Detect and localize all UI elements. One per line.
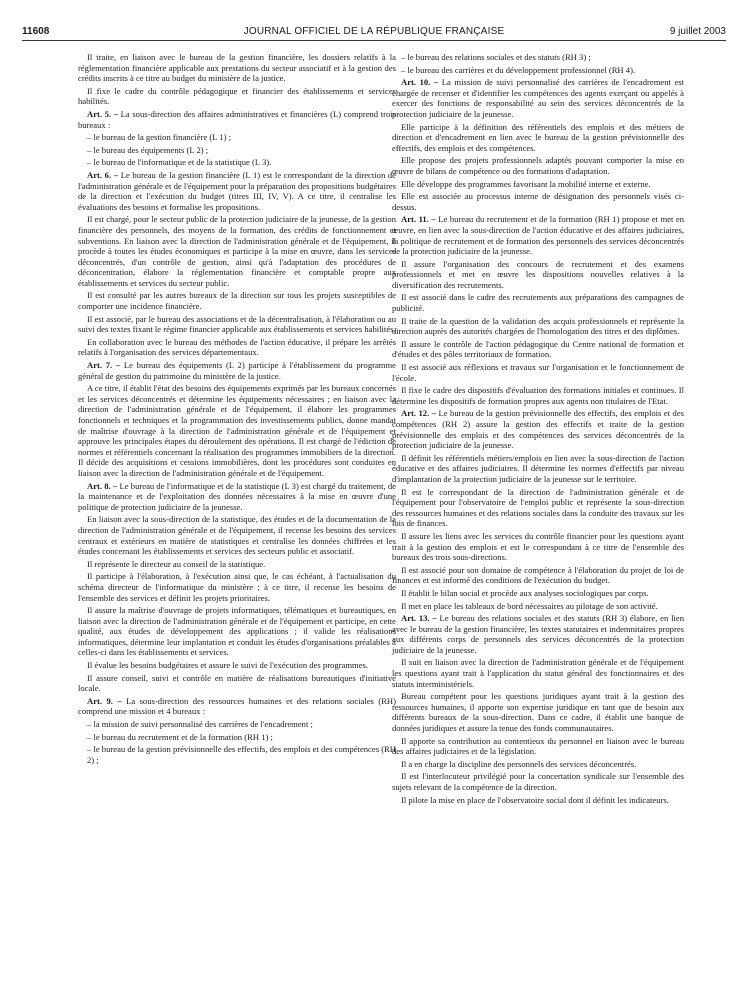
journal-title: JOURNAL OFFICIEL DE LA RÉPUBLIQUE FRANÇAISE — [243, 26, 505, 37]
body-paragraph: Il traite, en liaison avec le bureau de la gestion financière, les dossiers relatifs à la réglementation financière applicable aux prestations du secteur associatif et à la gestion des crédits inscrits à ce titre au budget du ministère de la justice. — [78, 52, 396, 84]
body-paragraph: Il assure l'organisation des concours de recrutement et des examens professionnels et met en œuvre les dispositions nouvelles relatives à la diversification des recrutements. — [392, 258, 684, 290]
body-paragraph: Elle développe des programmes favorisant la mobilité interne et externe. — [401, 178, 651, 189]
article-paragraph — [78, 696, 396, 717]
body-paragraph: Il assure les liens avec les services du contrôle financier pour les questions ayant trait à la gestion des emplois et est le correspondant à ce titre de l'ensemble des bureaux des trois sous-directions. — [392, 530, 684, 563]
article-paragraph — [78, 109, 396, 130]
body-paragraph: Il pilote la mise en place de l'observatoire social dont il définit les indicateurs. — [401, 794, 669, 805]
list-item: – le bureau des équipements (L 2) ; — [87, 144, 209, 155]
body-paragraph: Il assure conseil, suivi et contrôle en matière de réalisations bureautiques d'initiative locale. — [78, 672, 396, 694]
list-item: – le bureau de la gestion prévisionnelle des effectifs, des emplois et des compétences (RH 2) ; — [87, 744, 396, 765]
body-paragraph: Il définit les référentiels métiers/emplois en lien avec la sous-direction de l'action éducative et des affaires judiciaires. Il détermine les normes d'effectifs par niveau d'implantation de la protection judiciaire de la jeunesse sur le territoire. — [392, 452, 684, 484]
article-paragraph — [392, 214, 684, 256]
article-label: Art. 13. – — [401, 613, 437, 624]
body-paragraph: Il est associé pour son domaine de compétence à l'élaboration du projet de loi de finances et est informé des conditions de l'exécution du budget. — [392, 564, 684, 586]
article-label: Art. 12. – — [401, 408, 437, 419]
body-paragraph: Bureau compétent pour les questions juridiques ayant trait à la gestion des ressources humaines, il apporte son expertise juridique en tant que de besoin aux différents bureaux de la sous-direction. Dans ce cadre, il établit une banque de données juridiques et assure la tenue des fonds communautaires. — [392, 691, 684, 734]
body-paragraph: Il assure le contrôle de l'action pédagogique du Centre national de formation et d'études et des pôles territoriaux de formation. — [392, 338, 684, 360]
article-label: Art. 8. – — [87, 480, 118, 491]
article-text: La sous-direction des affaires administratives et financières (L) comprend trois bureaux : — [78, 108, 397, 130]
article-paragraph — [392, 613, 684, 655]
body-paragraph: Il représente le directeur au conseil de la statistique. — [87, 558, 266, 569]
list-item: – le bureau de l'informatique et de la statistique (L 3). — [87, 157, 272, 168]
body-paragraph: Il est chargé, pour le secteur public de la protection judiciaire de la jeunesse, de la gestion financière des personnels, des moyens de la formation, des crédits de fonctionnement et subventions. En liaison avec la direction de l'administration générale et de l'équipement, il procède à toutes les études économiques et participe à la mise en œuvre, dans les services déconcentrés, d'un contrôle de gestion, ainsi qu'à l'adaptation des procédures de déconcentration, élabore la réglementation financière et comptable propre aux établissements et services du secteur public. — [78, 214, 396, 288]
body-paragraph: Il met en place les tableaux de bord nécessaires au pilotage de son activité. — [401, 600, 658, 611]
body-paragraph: En liaison avec la sous-direction de la statistique, des études et de la documentation de la direction de l'administration générale et de l'équipement, il recense les besoins des services centraux et extérieurs en matière de statistiques et centralise les données chiffrées et les études concernant les établissements et services des secteurs public et associatif. — [78, 514, 396, 557]
article-paragraph — [78, 170, 396, 212]
body-paragraph: A ce titre, il établit l'état des besoins des équipements exprimés par les bureaux concernés et les services déconcentrés et détermine les équipements nécessaires ; en liaison avec la direction de l'administration générale et de l'équipement, il élabore les programmes fonctionnels et techniques et la programmation des investissements publics, donne mandat de maîtrise d'ouvrage à la direction de l'administration générale et de l'équipement et approuve les principales étapes du déroulement des opérations. Il est chargé de l'édiction de normes et référentiels concernant la réalisation des programmes immobiliers de la direction. Il décide des acquisitions et cessions immobilières, dont les procédures sont conduites en liaison avec la direction de l'administration générale et de l'équipement. — [78, 383, 396, 478]
body-paragraph: Elle est associée au processus interne de désignation des personnels visés ci-dessus. — [392, 191, 684, 212]
article-label: Art. 6. – — [87, 169, 119, 180]
body-paragraph: Il a en charge la discipline des personnels des services déconcentrés. — [401, 758, 637, 769]
list-item: – le bureau du recrutement et de la formation (RH 1) ; — [87, 731, 273, 742]
body-paragraph: Il est associé, par le bureau des associations et de la décentralisation, à l'élaboration ou au suivi des textes fixant le régime financier applicable aux établissements et services habilités. — [78, 313, 396, 335]
article-text: Le bureau des relations sociales et des statuts (RH 3) élabore, en lien avec le bureau de la gestion financière, les textes statutaires et indemnitaires propres aux différents corps de personnels des services déconcentrés de la protection judiciaire de la jeunesse. — [392, 613, 684, 655]
article-text: Le bureau de l'informatique et de la statistique (L 3) est chargé du traitement, de la maintenance et de l'exploitation des données nécessaires à la mise en œuvre d'une politique de protection judiciaire de la jeunesse. — [78, 480, 396, 512]
body-paragraph: Il suit en liaison avec la direction de l'administration générale et de l'équipement les questions ayant trait à l'application du statut général des fonctionnaires et des statuts interministériels. — [392, 657, 684, 689]
article-text: La sous-direction des ressources humaines et des relations sociales (RH) comprend une mission et 4 bureaux : — [78, 695, 396, 717]
article-text: Le bureau de la gestion prévisionnelle des effectifs, des emplois et des compétences (RH 2) assure la gestion des effectifs et traite de la gestion prévisionnelle des emplois et des compétences des services déconcentrés de la protection judiciaire de la jeunesse. — [392, 408, 684, 451]
article-label: Art. 5. – — [87, 108, 119, 119]
body-paragraph: Elle participe à la définition des référentiels des emplois et des métiers de direction et d'encadrement en lien avec le bureau de la gestion prévisionnelle des effectifs, des emplois et des compétences. — [392, 121, 684, 153]
body-paragraph: Il participe à l'élaboration, à l'exécution ainsi que, le cas échéant, à l'actualisation du schéma directeur de l'informatique du ministère ; à ce titre, il recense les besoins de l'ensemble des services et définit les projets prioritaires. — [78, 571, 396, 603]
article-paragraph — [392, 408, 684, 450]
article-paragraph — [78, 481, 396, 513]
page-number: 11608 — [22, 26, 50, 37]
right-column — [392, 52, 684, 807]
list-item: – le bureau des relations sociales et des statuts (RH 3) ; — [401, 52, 591, 62]
list-item: – la mission de suivi personnalisé des carrières de l'encadrement ; — [87, 719, 313, 730]
body-paragraph: Il fixe le cadre des dispositifs d'évaluation des formations initiales et continues. Il détermine les dispositifs de formation propres aux agents non titulaires de l'Etat. — [392, 385, 684, 406]
article-text: Le bureau des équipements (L 2) participe à l'établissement du programme général de gestion du patrimoine du ministère de la justice. — [78, 360, 396, 381]
body-paragraph: Il est associé dans le cadre des recrutements aux préparations des campagnes de publicité. — [392, 292, 684, 314]
article-paragraph — [392, 77, 684, 119]
body-paragraph: Il assure la maîtrise d'ouvrage de projets informatiques, télématiques et bureautiques, en liaison avec la direction de l'administration générale et de l'équipement et participe, en cette qualité, aux études de développement des applications ; il valide les réalisations informatiques, détermine leur implantation et conduit les études d'organisations préalables à celles-ci dans les établissements et services. — [78, 605, 396, 658]
page-header — [22, 26, 726, 41]
article-label: Art. 10. – — [401, 77, 439, 88]
body-paragraph: En collaboration avec le bureau des méthodes de l'action éducative, il prépare les arrêtés relatifs à l'organisation des services départementaux. — [78, 336, 396, 358]
article-label: Art. 9. – — [87, 695, 122, 706]
body-paragraph: Il évalue les besoins budgétaires et assure le suivi de l'exécution des programmes. — [87, 660, 369, 671]
body-paragraph: Il est associé aux réflexions et travaux sur l'organisation et le fonctionnement de l'école. — [392, 362, 684, 383]
list-item: – le bureau des carrières et du développement professionnel (RH 4). — [401, 64, 636, 75]
left-column — [78, 52, 396, 767]
article-text: La mission de suivi personnalisé des carrières de l'encadrement est chargée de recenser et d'identifier les compétences des agents exerçant ou appelés à exercer des fonctions de responsabilité au sein des services déconcentrés de la protection judiciaire de la jeunesse. — [392, 77, 684, 119]
body-paragraph: Il établit le bilan social et procède aux analyses sociologiques par corps. — [401, 587, 649, 598]
body-paragraph: Elle propose des projets professionnels adaptés pouvant comporter la mise en œuvre de bilans de compétence ou des formations d'adaptation. — [392, 155, 684, 176]
body-paragraph: Il fixe le cadre du contrôle pédagogique et financier des établissements et services habilités. — [78, 85, 396, 107]
article-label: Art. 11. – — [401, 214, 436, 225]
article-text: Le bureau de la gestion financière (L 1) est le correspondant de la direction de l'administration générale et de l'équipement pour la préparation des propositions budgétaires de la direction et l'exécution du budget (titres III, IV, V). A ce titre, il centralise les évaluations des besoins et formalise les propositions. — [78, 169, 396, 212]
body-paragraph: Il est consulté par les autres bureaux de la direction sur tous les projets susceptibles de comporter une incidence financière. — [78, 290, 396, 312]
body-paragraph: Il apporte sa contribution au contentieux du personnel en liaison avec le bureau des affaires judiciaires et de la législation. — [392, 735, 684, 757]
publication-date: 9 juillet 2003 — [669, 26, 726, 37]
article-text: Le bureau du recrutement et de la formation (RH 1) propose et met en œuvre, en lien avec la sous-direction de l'action éducative et des affaires judiciaires, la politique de recrutement et de formation des personnels des services déconcentrés de la protection judiciaire de la jeunesse. — [392, 214, 684, 257]
body-paragraph: Il est le correspondant de la direction de l'administration générale et de l'équipement pour l'observatoire de l'emploi public et représente la sous-direction des ressources humaines et des relations sociales dans la conduite des travaux sur les lois de finances. — [392, 486, 684, 529]
list-item: – le bureau de la gestion financière (L 1) ; — [87, 132, 232, 143]
article-paragraph — [78, 360, 396, 381]
body-paragraph: Il traite de la question de la validation des acquis professionnels et représente la direction auprès des autorités chargées de l'homologation des titres et des diplômes. — [392, 315, 684, 337]
body-paragraph: Il est l'interlocuteur privilégié pour la concertation syndicale sur l'ensemble des sujets relevant de la compétence de la direction. — [392, 771, 684, 792]
article-label: Art. 7. – — [87, 360, 121, 371]
